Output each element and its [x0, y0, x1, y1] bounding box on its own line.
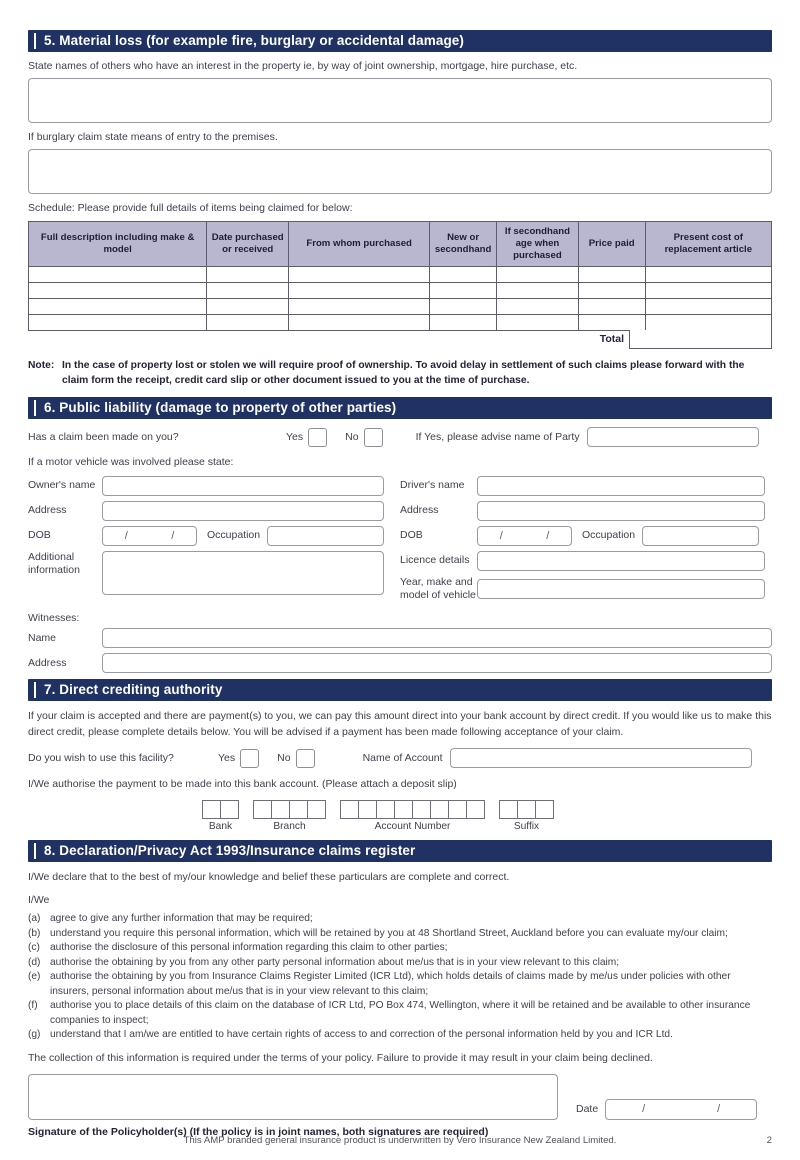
cell[interactable]	[578, 299, 645, 315]
account-number-field	[340, 800, 485, 832]
account-digit-cell[interactable]	[394, 800, 413, 819]
suffix-digit-cell[interactable]	[499, 800, 518, 819]
section-header-public-liability	[28, 397, 772, 419]
signature-date-label: Date	[576, 1102, 599, 1115]
licence-details-field	[400, 551, 772, 571]
driver-occupation-label: Occupation	[582, 529, 636, 542]
col-description: Full description including make & model	[29, 221, 207, 267]
note-label: Note:	[28, 360, 55, 372]
date-separator: /	[642, 1103, 646, 1116]
cell[interactable]	[578, 315, 645, 331]
cell[interactable]	[497, 283, 579, 299]
claim-made-question: Has a claim been made on you?	[28, 430, 179, 443]
motor-vehicle-intro: If a motor vehicle was involved please state:	[28, 456, 234, 469]
section-8-title: 8. Declaration/Privacy Act 1993/Insurance claims register	[44, 842, 416, 858]
account-name-label: Name of Account	[362, 751, 443, 764]
claim-made-yes-checkbox[interactable]	[308, 428, 327, 447]
interest-prompt: State names of others who have an interest in the property ie, by way of joint ownership, mortgage, hire purchase, etc.	[28, 60, 578, 72]
driver-address-input[interactable]	[477, 501, 765, 521]
section-header-material-loss	[28, 30, 772, 52]
cell[interactable]	[29, 315, 207, 331]
list-marker: (b)	[28, 927, 41, 939]
witness-name-field	[28, 628, 772, 648]
burglary-entry-input[interactable]	[28, 149, 772, 194]
witness-name-label: Name	[28, 631, 57, 644]
schedule-table	[28, 221, 772, 332]
cell[interactable]	[645, 315, 771, 331]
list-marker: (e)	[28, 971, 41, 983]
driver-name-field	[400, 476, 772, 496]
driver-column	[400, 476, 772, 607]
list-text: understand that I am/we are entitled to have certain rights of access to and correction of the personal information held by you and ICR Ltd.	[50, 1029, 673, 1041]
list-item	[28, 927, 772, 941]
branch-field	[253, 800, 326, 832]
suffix-label: Suffix	[513, 820, 540, 832]
col-replacement-cost: Present cost of replacement article	[645, 221, 771, 267]
cell[interactable]	[430, 315, 497, 331]
cell[interactable]	[645, 299, 771, 315]
account-digit-cell[interactable]	[376, 800, 395, 819]
section-header-declaration	[28, 840, 772, 862]
date-separator: /	[499, 529, 503, 542]
driver-name-input[interactable]	[477, 476, 765, 496]
vehicle-details-field	[400, 576, 772, 602]
driver-dob-occupation-field	[400, 526, 772, 546]
cell[interactable]	[207, 283, 289, 299]
additional-information-label: Additional information	[28, 550, 80, 576]
table-row[interactable]	[29, 267, 772, 283]
date-separator: /	[717, 1103, 721, 1116]
list-text: authorise you to place details of this claim on the database of ICR Ltd, PO Box 474, Wellington, where it will be retained and be available to other insurance companies to inspect;	[50, 1000, 751, 1026]
cell[interactable]	[207, 315, 289, 331]
schedule-body	[29, 267, 772, 331]
col-date-purchased: Date purchased or received	[207, 221, 289, 267]
party-name-input[interactable]	[587, 427, 759, 447]
page-number: 2	[766, 1135, 772, 1146]
witness-name-input[interactable]	[102, 628, 772, 648]
list-item	[28, 956, 772, 970]
section-7-title: 7. Direct crediting authority	[44, 681, 223, 697]
cell[interactable]	[289, 299, 430, 315]
witness-address-label: Address	[28, 656, 67, 669]
branch-label: Branch	[273, 820, 306, 832]
facility-question-row	[28, 748, 772, 768]
owner-dob-label: DOB	[28, 529, 51, 542]
owner-name-field	[28, 476, 400, 496]
footer-underwriter-text: This AMP branded general insurance product is underwritten by Vero Insurance New Zealand Limited.	[183, 1135, 617, 1146]
cell[interactable]	[289, 267, 430, 283]
section-header-direct-crediting	[28, 679, 772, 701]
licence-details-input[interactable]	[477, 551, 765, 571]
bank-label: Bank	[208, 820, 233, 832]
cell[interactable]	[645, 267, 771, 283]
col-secondhand-age: If secondhand age when purchased	[497, 221, 579, 267]
owner-dob-occupation-field	[28, 526, 400, 546]
col-price-paid: Price paid	[578, 221, 645, 267]
bank-digit-cell[interactable]	[202, 800, 221, 819]
suffix-cells[interactable]	[499, 800, 554, 819]
branch-digit-cell[interactable]	[289, 800, 308, 819]
account-digit-cell[interactable]	[430, 800, 449, 819]
driver-occupation-input[interactable]	[642, 526, 759, 546]
list-item	[28, 999, 772, 1028]
claim-made-row	[28, 427, 772, 447]
vehicle-details-label: Year, make and model of vehicle	[400, 575, 476, 601]
owner-address-input[interactable]	[102, 501, 384, 521]
additional-information-input[interactable]	[102, 551, 384, 595]
bank-digit-cell[interactable]	[220, 800, 239, 819]
account-number-cells[interactable]	[340, 800, 485, 819]
date-separator: /	[171, 529, 175, 542]
cell[interactable]	[430, 299, 497, 315]
branch-digit-cell[interactable]	[253, 800, 272, 819]
suffix-digit-cell[interactable]	[517, 800, 536, 819]
driver-name-label: Driver's name	[400, 479, 465, 492]
direct-credit-intro: If your claim is accepted and there are payment(s) to you, we can pay this amount direct into your bank account by direct credit. If you would like us to make this direct credit, please complete details below. You will be advised if a payment has been made following acceptance of your claim.	[28, 709, 772, 738]
facility-question: Do you wish to use this facility?	[28, 751, 174, 764]
cell[interactable]	[207, 299, 289, 315]
list-text: authorise the obtaining by you from any other party personal information about me/us that is in your view relevant to this claim;	[50, 956, 620, 968]
yes-label: Yes	[286, 430, 304, 443]
list-marker: (d)	[28, 956, 41, 968]
facility-no-checkbox[interactable]	[296, 749, 315, 768]
owner-address-label: Address	[28, 504, 67, 517]
account-digit-cell[interactable]	[358, 800, 377, 819]
owner-dob-input[interactable]	[102, 526, 197, 546]
party-name-label: If Yes, please advise name of Party	[415, 430, 580, 443]
claim-made-no-checkbox[interactable]	[364, 428, 383, 447]
owner-occupation-label: Occupation	[207, 529, 261, 542]
additional-information-field	[28, 551, 400, 595]
cell[interactable]	[497, 267, 579, 283]
owner-address-field	[28, 501, 400, 521]
driver-dob-input[interactable]	[477, 526, 572, 546]
list-marker: (c)	[28, 942, 40, 954]
cell[interactable]	[207, 267, 289, 283]
facility-no-label: No	[277, 751, 291, 764]
signature-input[interactable]	[28, 1074, 558, 1120]
date-separator: /	[124, 529, 128, 542]
facility-yes-label: Yes	[218, 751, 236, 764]
suffix-digit-cell[interactable]	[535, 800, 554, 819]
cell[interactable]	[578, 267, 645, 283]
cell[interactable]	[29, 283, 207, 299]
schedule-intro: Schedule: Please provide full details of items being claimed for below:	[28, 202, 353, 215]
cell[interactable]	[289, 315, 430, 331]
declaration-statement: I/We declare that to the best of my/our knowledge and belief these particulars are complete and correct.	[28, 870, 510, 883]
list-item	[28, 1028, 772, 1042]
declaration-list	[28, 912, 772, 1042]
cell[interactable]	[497, 315, 579, 331]
list-marker: (f)	[28, 1000, 38, 1012]
signature-caption: Signature of the Policyholder(s) (If the policy is in joint names, both signatures are required)	[28, 1125, 489, 1138]
list-text: agree to give any further information that may be required;	[50, 913, 313, 925]
cell[interactable]	[578, 283, 645, 299]
claim-form-page	[0, 30, 800, 1160]
account-digit-cell[interactable]	[466, 800, 485, 819]
table-row[interactable]	[29, 315, 772, 331]
branch-cells[interactable]	[253, 800, 326, 819]
list-item	[28, 912, 772, 926]
account-number-label: Account Number	[374, 820, 451, 832]
list-text: understand you require this personal information, which will be retained by you at 48 Shortland Street, Auckland before you can evaluate my/our claim;	[50, 927, 728, 939]
burglary-prompt: If burglary claim state means of entry to the premises.	[28, 131, 278, 144]
total-label: Total	[599, 333, 624, 346]
cell[interactable]	[497, 299, 579, 315]
total-input[interactable]	[629, 330, 772, 349]
col-from-whom: From whom purchased	[289, 221, 430, 267]
account-digit-cell[interactable]	[448, 800, 467, 819]
table-row[interactable]	[29, 283, 772, 299]
branch-digit-cell[interactable]	[271, 800, 290, 819]
branch-digit-cell[interactable]	[307, 800, 326, 819]
authorise-payment-text: I/We authorise the payment to be made into this bank account. (Please attach a deposit slip)	[28, 778, 457, 791]
driver-dob-label: DOB	[400, 529, 423, 542]
driver-address-field	[400, 501, 772, 521]
facility-yes-checkbox[interactable]	[240, 749, 259, 768]
witnesses-label: Witnesses:	[28, 611, 80, 624]
cell[interactable]	[29, 299, 207, 315]
owner-occupation-input[interactable]	[267, 526, 384, 546]
account-digit-cell[interactable]	[340, 800, 359, 819]
page-footer	[28, 1135, 772, 1146]
cell[interactable]	[430, 267, 497, 283]
witness-address-field	[28, 653, 772, 673]
licence-details-label: Licence details	[400, 554, 470, 567]
account-digit-cell[interactable]	[412, 800, 431, 819]
vehicle-details-input[interactable]	[477, 579, 765, 599]
interest-names-input[interactable]	[28, 78, 772, 123]
owner-name-label: Owner's name	[28, 479, 96, 492]
owner-column	[28, 476, 400, 607]
cell[interactable]	[430, 283, 497, 299]
signature-date-input[interactable]	[605, 1099, 757, 1120]
date-separator: /	[546, 529, 550, 542]
section-6-title: 6. Public liability (damage to property of other parties)	[44, 400, 397, 416]
cell[interactable]	[29, 267, 207, 283]
bank-field	[202, 800, 239, 832]
list-text: authorise the obtaining by you from Insurance Claims Register Limited (ICR Ltd), which holds details of claims made by me/us under policies with other insurers, personal information about me/us that is in your view relevant to this claim;	[50, 971, 731, 997]
owner-name-input[interactable]	[102, 476, 384, 496]
list-marker: (a)	[28, 913, 41, 925]
schedule-total-row	[28, 330, 772, 349]
list-item	[28, 941, 772, 955]
iwe-label: I/We	[28, 893, 50, 906]
note-text: In the case of property lost or stolen we will require proof of ownership. To avoid delay in settlement of such claims please forward with the claim form the receipt, credit card slip or other document issued to you at the time of purchase.	[62, 360, 745, 387]
list-marker: (g)	[28, 1029, 41, 1041]
collection-notice: The collection of this information is required under the terms of your policy. Failure to provide it may result in your claim being declined.	[28, 1051, 653, 1064]
cell[interactable]	[289, 283, 430, 299]
bank-account-number-group	[28, 800, 772, 832]
list-text: authorise the disclosure of this personal information regarding this claim to other parties;	[50, 942, 448, 954]
section-5-title: 5. Material loss (for example fire, burglary or accidental damage)	[44, 33, 464, 48]
list-item	[28, 970, 772, 999]
driver-address-label: Address	[400, 504, 439, 517]
bank-cells[interactable]	[202, 800, 239, 819]
suffix-field	[499, 800, 554, 832]
account-name-input[interactable]	[450, 748, 752, 768]
motor-vehicle-columns	[28, 476, 772, 607]
table-row[interactable]	[29, 299, 772, 315]
schedule-header-row	[29, 221, 772, 267]
no-label: No	[345, 430, 359, 443]
cell[interactable]	[645, 283, 771, 299]
witness-address-input[interactable]	[102, 653, 772, 673]
signature-row	[28, 1074, 772, 1120]
col-new-or-secondhand: New or secondhand	[430, 221, 497, 267]
ownership-note	[28, 359, 772, 389]
